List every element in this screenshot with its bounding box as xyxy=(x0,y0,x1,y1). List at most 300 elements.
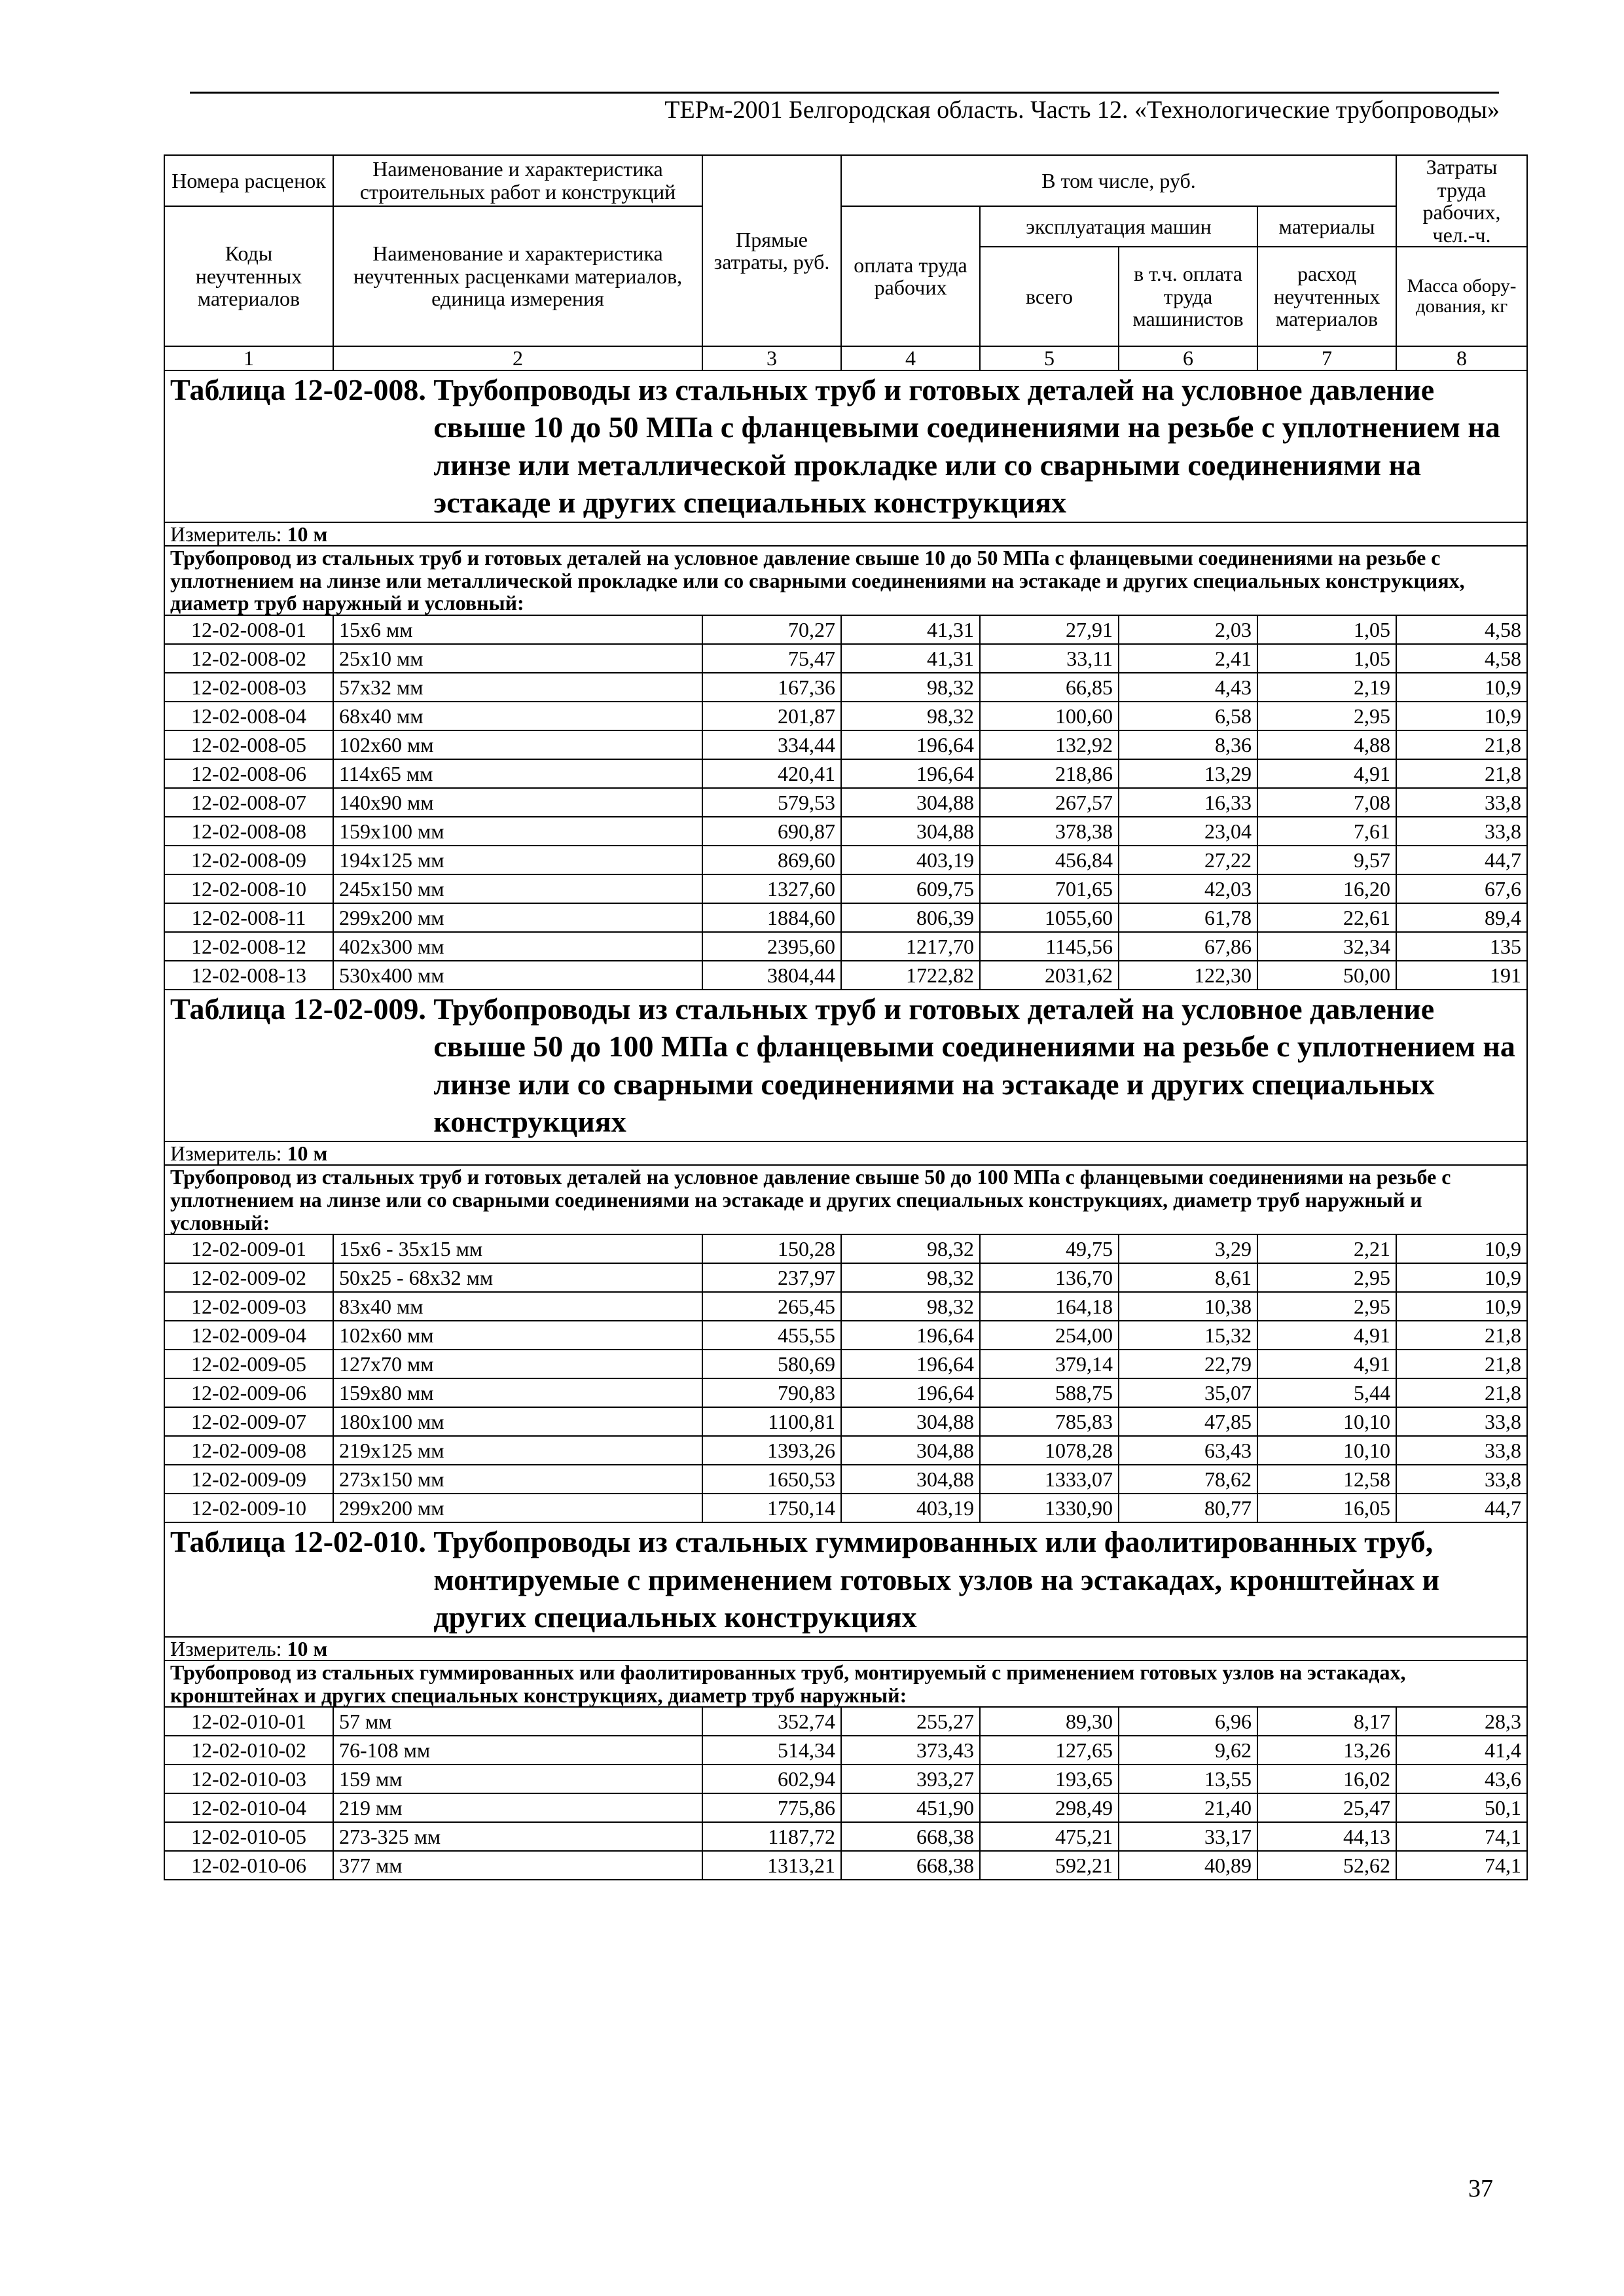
rate-code: 12-02-010-06 xyxy=(164,1851,333,1880)
meter-label: Измеритель: xyxy=(170,1636,282,1660)
labor-hours: 21,8 xyxy=(1396,1321,1527,1350)
labor-hours: 67,6 xyxy=(1396,874,1527,903)
rate-description: 194х125 мм xyxy=(333,846,702,874)
direct-costs: 1884,60 xyxy=(702,903,841,932)
table-row xyxy=(164,1350,1527,1378)
labor-hours: 74,1 xyxy=(1396,1851,1527,1880)
table-title-row xyxy=(164,1522,1527,1637)
direct-costs: 1100,81 xyxy=(702,1407,841,1436)
table-row xyxy=(164,1465,1527,1494)
machines-total: 254,00 xyxy=(980,1321,1119,1350)
machinist-pay: 13,29 xyxy=(1119,759,1257,788)
labor-hours: 44,7 xyxy=(1396,846,1527,874)
labor-hours: 10,9 xyxy=(1396,702,1527,730)
col-number: 2 xyxy=(333,346,702,370)
materials: 22,61 xyxy=(1257,903,1396,932)
machinist-pay: 2,03 xyxy=(1119,615,1257,644)
rate-code: 12-02-010-05 xyxy=(164,1822,333,1851)
materials: 4,91 xyxy=(1257,759,1396,788)
section-description: Трубопровод из стальных труб и готовых деталей на условное давление свыше 10 до 50 МПа с фланцевыми соединениями на резьбе с уплотнением на линзе или металлической прокладке или со сварными соединениями на эстакаде и других специальных конструкциях, диаметр труб наружный и условный: xyxy=(164,546,1527,615)
machines-total: 127,65 xyxy=(980,1736,1119,1765)
machines-total: 1078,28 xyxy=(980,1436,1119,1465)
labor-pay: 668,38 xyxy=(841,1822,980,1851)
table-number: Таблица 12-02-008. xyxy=(170,372,426,406)
header-unaccounted-codes: Коды неучтенных материалов xyxy=(164,206,333,346)
machines-total: 164,18 xyxy=(980,1292,1119,1321)
table-title xyxy=(170,1523,1521,1636)
rate-code: 12-02-009-02 xyxy=(164,1263,333,1292)
table-title xyxy=(170,371,1521,522)
labor-pay: 255,27 xyxy=(841,1707,980,1736)
section-row xyxy=(164,546,1527,615)
rate-code: 12-02-009-07 xyxy=(164,1407,333,1436)
rate-code: 12-02-010-03 xyxy=(164,1765,333,1793)
rate-code: 12-02-010-04 xyxy=(164,1793,333,1822)
table-title-cell xyxy=(164,1522,1527,1637)
labor-hours: 74,1 xyxy=(1396,1822,1527,1851)
rate-description: 219х125 мм xyxy=(333,1436,702,1465)
labor-hours: 4,58 xyxy=(1396,615,1527,644)
materials: 9,57 xyxy=(1257,846,1396,874)
labor-hours: 89,4 xyxy=(1396,903,1527,932)
rates-table xyxy=(164,154,1528,1880)
labor-pay: 451,90 xyxy=(841,1793,980,1822)
section-row xyxy=(164,1660,1527,1707)
machines-total: 132,92 xyxy=(980,730,1119,759)
direct-costs: 790,83 xyxy=(702,1378,841,1407)
rate-code: 12-02-010-01 xyxy=(164,1707,333,1736)
table-row xyxy=(164,1407,1527,1436)
rate-description: 83х40 мм xyxy=(333,1292,702,1321)
machinist-pay: 4,43 xyxy=(1119,673,1257,702)
labor-hours: 21,8 xyxy=(1396,1378,1527,1407)
labor-pay: 304,88 xyxy=(841,1436,980,1465)
rate-code: 12-02-008-03 xyxy=(164,673,333,702)
labor-pay: 609,75 xyxy=(841,874,980,903)
machines-total: 267,57 xyxy=(980,788,1119,817)
table-row xyxy=(164,1765,1527,1793)
rate-description: 180х100 мм xyxy=(333,1407,702,1436)
rate-code: 12-02-008-09 xyxy=(164,846,333,874)
col-number: 6 xyxy=(1119,346,1257,370)
labor-pay: 98,32 xyxy=(841,1292,980,1321)
materials: 2,95 xyxy=(1257,702,1396,730)
section-description: Трубопровод из стальных гуммированных или фаолитированных труб, монтируемый с применением готовых узлов на эстакадах, кронштейнах и других специальных конструкциях, диаметр труб наружный: xyxy=(164,1660,1527,1707)
labor-hours: 10,9 xyxy=(1396,1263,1527,1292)
rate-description: 299х200 мм xyxy=(333,1494,702,1522)
table-row xyxy=(164,1494,1527,1522)
direct-costs: 237,97 xyxy=(702,1263,841,1292)
machinist-pay: 63,43 xyxy=(1119,1436,1257,1465)
materials: 12,58 xyxy=(1257,1465,1396,1494)
rate-description: 127х70 мм xyxy=(333,1350,702,1378)
direct-costs: 690,87 xyxy=(702,817,841,846)
labor-hours: 21,8 xyxy=(1396,759,1527,788)
labor-hours: 135 xyxy=(1396,932,1527,961)
header-rate-numbers: Номера расценок xyxy=(164,155,333,206)
rate-description: 140х90 мм xyxy=(333,788,702,817)
col-number: 5 xyxy=(980,346,1119,370)
machines-total: 1333,07 xyxy=(980,1465,1119,1494)
machinist-pay: 21,40 xyxy=(1119,1793,1257,1822)
direct-costs: 602,94 xyxy=(702,1765,841,1793)
materials: 4,88 xyxy=(1257,730,1396,759)
labor-pay: 304,88 xyxy=(841,817,980,846)
header-row-2 xyxy=(164,206,1527,247)
table-row xyxy=(164,817,1527,846)
direct-costs: 2395,60 xyxy=(702,932,841,961)
rate-description: 102х60 мм xyxy=(333,730,702,759)
labor-pay: 403,19 xyxy=(841,1494,980,1522)
materials: 4,91 xyxy=(1257,1321,1396,1350)
labor-hours: 43,6 xyxy=(1396,1765,1527,1793)
machinist-pay: 8,36 xyxy=(1119,730,1257,759)
machines-total: 475,21 xyxy=(980,1822,1119,1851)
direct-costs: 1327,60 xyxy=(702,874,841,903)
labor-pay: 196,64 xyxy=(841,1378,980,1407)
meter-label: Измеритель: xyxy=(170,522,282,546)
labor-hours: 33,8 xyxy=(1396,1465,1527,1494)
machinist-pay: 35,07 xyxy=(1119,1378,1257,1407)
meter-value: 10 м xyxy=(287,522,328,546)
machines-total: 49,75 xyxy=(980,1234,1119,1263)
machines-total: 378,38 xyxy=(980,817,1119,846)
meter-cell xyxy=(164,522,1527,547)
header-equipment-mass: Масса обору-дования, кг xyxy=(1396,247,1527,346)
rate-code: 12-02-008-05 xyxy=(164,730,333,759)
materials: 50,00 xyxy=(1257,961,1396,990)
rate-description: 102х60 мм xyxy=(333,1321,702,1350)
table-row xyxy=(164,1793,1527,1822)
machines-total: 1330,90 xyxy=(980,1494,1119,1522)
machines-total: 218,86 xyxy=(980,759,1119,788)
meter-value: 10 м xyxy=(287,1141,328,1165)
table-row xyxy=(164,1851,1527,1880)
rate-code: 12-02-008-11 xyxy=(164,903,333,932)
table-number: Таблица 12-02-010. xyxy=(170,1525,426,1559)
table-row xyxy=(164,874,1527,903)
table-row xyxy=(164,1378,1527,1407)
materials: 2,95 xyxy=(1257,1263,1396,1292)
machines-total: 89,30 xyxy=(980,1707,1119,1736)
table-row xyxy=(164,1263,1527,1292)
labor-pay: 1217,70 xyxy=(841,932,980,961)
machines-total: 1055,60 xyxy=(980,903,1119,932)
labor-pay: 304,88 xyxy=(841,788,980,817)
direct-costs: 1393,26 xyxy=(702,1436,841,1465)
materials: 32,34 xyxy=(1257,932,1396,961)
table-number: Таблица 12-02-009. xyxy=(170,992,426,1026)
meter-row xyxy=(164,1637,1527,1661)
machines-total: 298,49 xyxy=(980,1793,1119,1822)
table-row xyxy=(164,788,1527,817)
direct-costs: 1650,53 xyxy=(702,1465,841,1494)
direct-costs: 455,55 xyxy=(702,1321,841,1350)
direct-costs: 201,87 xyxy=(702,702,841,730)
section-description: Трубопровод из стальных труб и готовых деталей на условное давление свыше 50 до 100 МПа с фланцевыми соединениями на резьбе с уплотнением на линзе или со сварными соединениями на эстакаде и других специальных конструкциях, диаметр труб наружный и условный: xyxy=(164,1165,1527,1234)
materials: 5,44 xyxy=(1257,1378,1396,1407)
rate-description: 25х10 мм xyxy=(333,644,702,673)
rate-description: 273-325 мм xyxy=(333,1822,702,1851)
labor-hours: 44,7 xyxy=(1396,1494,1527,1522)
table-title-cell xyxy=(164,990,1527,1141)
labor-pay: 196,64 xyxy=(841,1350,980,1378)
rate-code: 12-02-008-04 xyxy=(164,702,333,730)
rate-code: 12-02-009-06 xyxy=(164,1378,333,1407)
labor-hours: 33,8 xyxy=(1396,788,1527,817)
materials: 16,02 xyxy=(1257,1765,1396,1793)
direct-costs: 70,27 xyxy=(702,615,841,644)
machines-total: 66,85 xyxy=(980,673,1119,702)
table-row xyxy=(164,759,1527,788)
machinist-pay: 78,62 xyxy=(1119,1465,1257,1494)
rate-description: 377 мм xyxy=(333,1851,702,1880)
table-row xyxy=(164,1736,1527,1765)
machines-total: 456,84 xyxy=(980,846,1119,874)
col-number: 7 xyxy=(1257,346,1396,370)
header-machinist-pay: в т.ч. оплата труда машинистов xyxy=(1119,247,1257,346)
labor-hours: 191 xyxy=(1396,961,1527,990)
machinist-pay: 10,38 xyxy=(1119,1292,1257,1321)
machinist-pay: 8,61 xyxy=(1119,1263,1257,1292)
header-machines-total: всего xyxy=(980,247,1119,346)
direct-costs: 150,28 xyxy=(702,1234,841,1263)
machines-total: 379,14 xyxy=(980,1350,1119,1378)
materials: 2,21 xyxy=(1257,1234,1396,1263)
labor-hours: 4,58 xyxy=(1396,644,1527,673)
machines-total: 27,91 xyxy=(980,615,1119,644)
labor-hours: 33,8 xyxy=(1396,1436,1527,1465)
table-title-row xyxy=(164,990,1527,1141)
header-unaccounted-materials: расход неучтенных материалов xyxy=(1257,247,1396,346)
machines-total: 1145,56 xyxy=(980,932,1119,961)
machines-total: 701,65 xyxy=(980,874,1119,903)
header-column-numbers xyxy=(164,346,1527,370)
direct-costs: 167,36 xyxy=(702,673,841,702)
materials: 7,61 xyxy=(1257,817,1396,846)
table-row xyxy=(164,1292,1527,1321)
rate-description: 402х300 мм xyxy=(333,932,702,961)
header-including: В том числе, руб. xyxy=(841,155,1396,206)
machinist-pay: 9,62 xyxy=(1119,1736,1257,1765)
rate-code: 12-02-009-10 xyxy=(164,1494,333,1522)
rate-description: 57х32 мм xyxy=(333,673,702,702)
direct-costs: 1187,72 xyxy=(702,1822,841,1851)
rate-code: 12-02-008-06 xyxy=(164,759,333,788)
rate-code: 12-02-009-04 xyxy=(164,1321,333,1350)
machines-total: 33,11 xyxy=(980,644,1119,673)
direct-costs: 1750,14 xyxy=(702,1494,841,1522)
machinist-pay: 27,22 xyxy=(1119,846,1257,874)
materials: 7,08 xyxy=(1257,788,1396,817)
labor-hours: 10,9 xyxy=(1396,1292,1527,1321)
machines-total: 785,83 xyxy=(980,1407,1119,1436)
materials: 10,10 xyxy=(1257,1436,1396,1465)
table-row xyxy=(164,1822,1527,1851)
machinist-pay: 6,58 xyxy=(1119,702,1257,730)
rate-code: 12-02-009-01 xyxy=(164,1234,333,1263)
materials: 1,05 xyxy=(1257,615,1396,644)
table-row xyxy=(164,903,1527,932)
materials: 4,91 xyxy=(1257,1350,1396,1378)
meter-cell xyxy=(164,1141,1527,1166)
header-machines: эксплуатация машин xyxy=(980,206,1257,247)
table-row xyxy=(164,730,1527,759)
direct-costs: 3804,44 xyxy=(702,961,841,990)
labor-pay: 1722,82 xyxy=(841,961,980,990)
col-number: 4 xyxy=(841,346,980,370)
machinist-pay: 22,79 xyxy=(1119,1350,1257,1378)
machinist-pay: 80,77 xyxy=(1119,1494,1257,1522)
labor-pay: 304,88 xyxy=(841,1407,980,1436)
rate-description: 159х80 мм xyxy=(333,1378,702,1407)
rate-description: 299х200 мм xyxy=(333,903,702,932)
machinist-pay: 42,03 xyxy=(1119,874,1257,903)
rate-code: 12-02-008-02 xyxy=(164,644,333,673)
labor-pay: 393,27 xyxy=(841,1765,980,1793)
page-number: 37 xyxy=(1468,2175,1493,2202)
table-row xyxy=(164,615,1527,644)
table-row xyxy=(164,1436,1527,1465)
direct-costs: 514,34 xyxy=(702,1736,841,1765)
labor-pay: 41,31 xyxy=(841,644,980,673)
table-row xyxy=(164,932,1527,961)
rate-description: 76-108 мм xyxy=(333,1736,702,1765)
rate-description: 219 мм xyxy=(333,1793,702,1822)
rate-description: 245х150 мм xyxy=(333,874,702,903)
direct-costs: 334,44 xyxy=(702,730,841,759)
rate-description: 15х6 - 35х15 мм xyxy=(333,1234,702,1263)
header-labor-cost: Затраты труда рабочих, чел.-ч. xyxy=(1396,155,1527,247)
direct-costs: 1313,21 xyxy=(702,1851,841,1880)
machinist-pay: 16,33 xyxy=(1119,788,1257,817)
labor-hours: 33,8 xyxy=(1396,817,1527,846)
rate-code: 12-02-010-02 xyxy=(164,1736,333,1765)
rate-code: 12-02-008-10 xyxy=(164,874,333,903)
machines-total: 588,75 xyxy=(980,1378,1119,1407)
col-number: 1 xyxy=(164,346,333,370)
labor-hours: 10,9 xyxy=(1396,1234,1527,1263)
header-direct-costs: Прямые затраты, руб. xyxy=(702,155,841,346)
rate-description: 50х25 - 68х32 мм xyxy=(333,1263,702,1292)
rate-description: 57 мм xyxy=(333,1707,702,1736)
materials: 2,19 xyxy=(1257,673,1396,702)
labor-hours: 33,8 xyxy=(1396,1407,1527,1436)
table-row xyxy=(164,1321,1527,1350)
materials: 52,62 xyxy=(1257,1851,1396,1880)
labor-pay: 196,64 xyxy=(841,1321,980,1350)
header-row-1 xyxy=(164,155,1527,206)
rate-description: 530х400 мм xyxy=(333,961,702,990)
rate-description: 159 мм xyxy=(333,1765,702,1793)
table-name: Трубопроводы из стальных гуммированных или фаолитированных труб, монтируемые с применением готовых узлов на эстакадах, кронштейнах и других специальных конструкциях xyxy=(433,1525,1439,1634)
labor-hours: 10,9 xyxy=(1396,673,1527,702)
machinist-pay: 67,86 xyxy=(1119,932,1257,961)
labor-pay: 98,32 xyxy=(841,673,980,702)
rate-code: 12-02-008-07 xyxy=(164,788,333,817)
labor-pay: 304,88 xyxy=(841,1465,980,1494)
rate-description: 273х150 мм xyxy=(333,1465,702,1494)
table-name: Трубопроводы из стальных труб и готовых деталей на условное давление свыше 50 до 100 МПа с фланцевыми соединениями на резьбе с уплотнением на линзе или со сварными соединениями на эстакаде и других специальных конструкциях xyxy=(433,992,1515,1139)
rate-code: 12-02-008-01 xyxy=(164,615,333,644)
direct-costs: 775,86 xyxy=(702,1793,841,1822)
materials: 2,95 xyxy=(1257,1292,1396,1321)
table-title-cell xyxy=(164,370,1527,522)
labor-pay: 196,64 xyxy=(841,759,980,788)
materials: 16,05 xyxy=(1257,1494,1396,1522)
machines-total: 136,70 xyxy=(980,1263,1119,1292)
rate-code: 12-02-009-05 xyxy=(164,1350,333,1378)
rate-code: 12-02-008-08 xyxy=(164,817,333,846)
labor-pay: 41,31 xyxy=(841,615,980,644)
rate-description: 114х65 мм xyxy=(333,759,702,788)
table-row xyxy=(164,961,1527,990)
header-materials: материалы xyxy=(1257,206,1396,247)
rate-description: 68х40 мм xyxy=(333,702,702,730)
machinist-pay: 3,29 xyxy=(1119,1234,1257,1263)
col-number: 3 xyxy=(702,346,841,370)
header-unaccounted-names: Наименование и характеристика неучтенных расценками материалов, единица измерения xyxy=(333,206,702,346)
machines-total: 2031,62 xyxy=(980,961,1119,990)
machines-total: 592,21 xyxy=(980,1851,1119,1880)
labor-hours: 41,4 xyxy=(1396,1736,1527,1765)
machinist-pay: 13,55 xyxy=(1119,1765,1257,1793)
rate-code: 12-02-008-12 xyxy=(164,932,333,961)
direct-costs: 75,47 xyxy=(702,644,841,673)
machinist-pay: 15,32 xyxy=(1119,1321,1257,1350)
direct-costs: 420,41 xyxy=(702,759,841,788)
materials: 16,20 xyxy=(1257,874,1396,903)
table-title-row xyxy=(164,370,1527,522)
rate-code: 12-02-009-09 xyxy=(164,1465,333,1494)
labor-pay: 196,64 xyxy=(841,730,980,759)
machinist-pay: 47,85 xyxy=(1119,1407,1257,1436)
machines-total: 100,60 xyxy=(980,702,1119,730)
materials: 8,17 xyxy=(1257,1707,1396,1736)
meter-row xyxy=(164,522,1527,547)
materials: 44,13 xyxy=(1257,1822,1396,1851)
labor-pay: 373,43 xyxy=(841,1736,980,1765)
machinist-pay: 33,17 xyxy=(1119,1822,1257,1851)
header-labor-pay: оплата труда рабочих xyxy=(841,206,980,346)
machinist-pay: 61,78 xyxy=(1119,903,1257,932)
labor-hours: 28,3 xyxy=(1396,1707,1527,1736)
table-row xyxy=(164,1234,1527,1263)
labor-pay: 98,32 xyxy=(841,702,980,730)
table-name: Трубопроводы из стальных труб и готовых деталей на условное давление свыше 10 до 50 МПа с фланцевыми соединениями на резьбе с уплотнением на линзе или металлической прокладке или со сварными соединениями на эстакаде и других специальных конструкциях xyxy=(433,372,1500,520)
header-rule xyxy=(190,92,1499,94)
table-row xyxy=(164,1707,1527,1736)
direct-costs: 580,69 xyxy=(702,1350,841,1378)
rate-description: 15х6 мм xyxy=(333,615,702,644)
running-header: ТЕРм-2001 Белгородская область. Часть 12. «Технологические трубопроводы» xyxy=(664,96,1500,124)
labor-hours: 21,8 xyxy=(1396,1350,1527,1378)
table-row xyxy=(164,846,1527,874)
header-work-name: Наименование и характеристика строительных работ и конструкций xyxy=(333,155,702,206)
labor-pay: 98,32 xyxy=(841,1234,980,1263)
section-row xyxy=(164,1165,1527,1234)
table-row xyxy=(164,644,1527,673)
machinist-pay: 40,89 xyxy=(1119,1851,1257,1880)
meter-label: Измеритель: xyxy=(170,1141,282,1165)
table-title xyxy=(170,990,1521,1141)
meter-value: 10 м xyxy=(287,1636,328,1660)
rate-code: 12-02-009-08 xyxy=(164,1436,333,1465)
rate-description: 159х100 мм xyxy=(333,817,702,846)
direct-costs: 265,45 xyxy=(702,1292,841,1321)
machinist-pay: 6,96 xyxy=(1119,1707,1257,1736)
machinist-pay: 2,41 xyxy=(1119,644,1257,673)
